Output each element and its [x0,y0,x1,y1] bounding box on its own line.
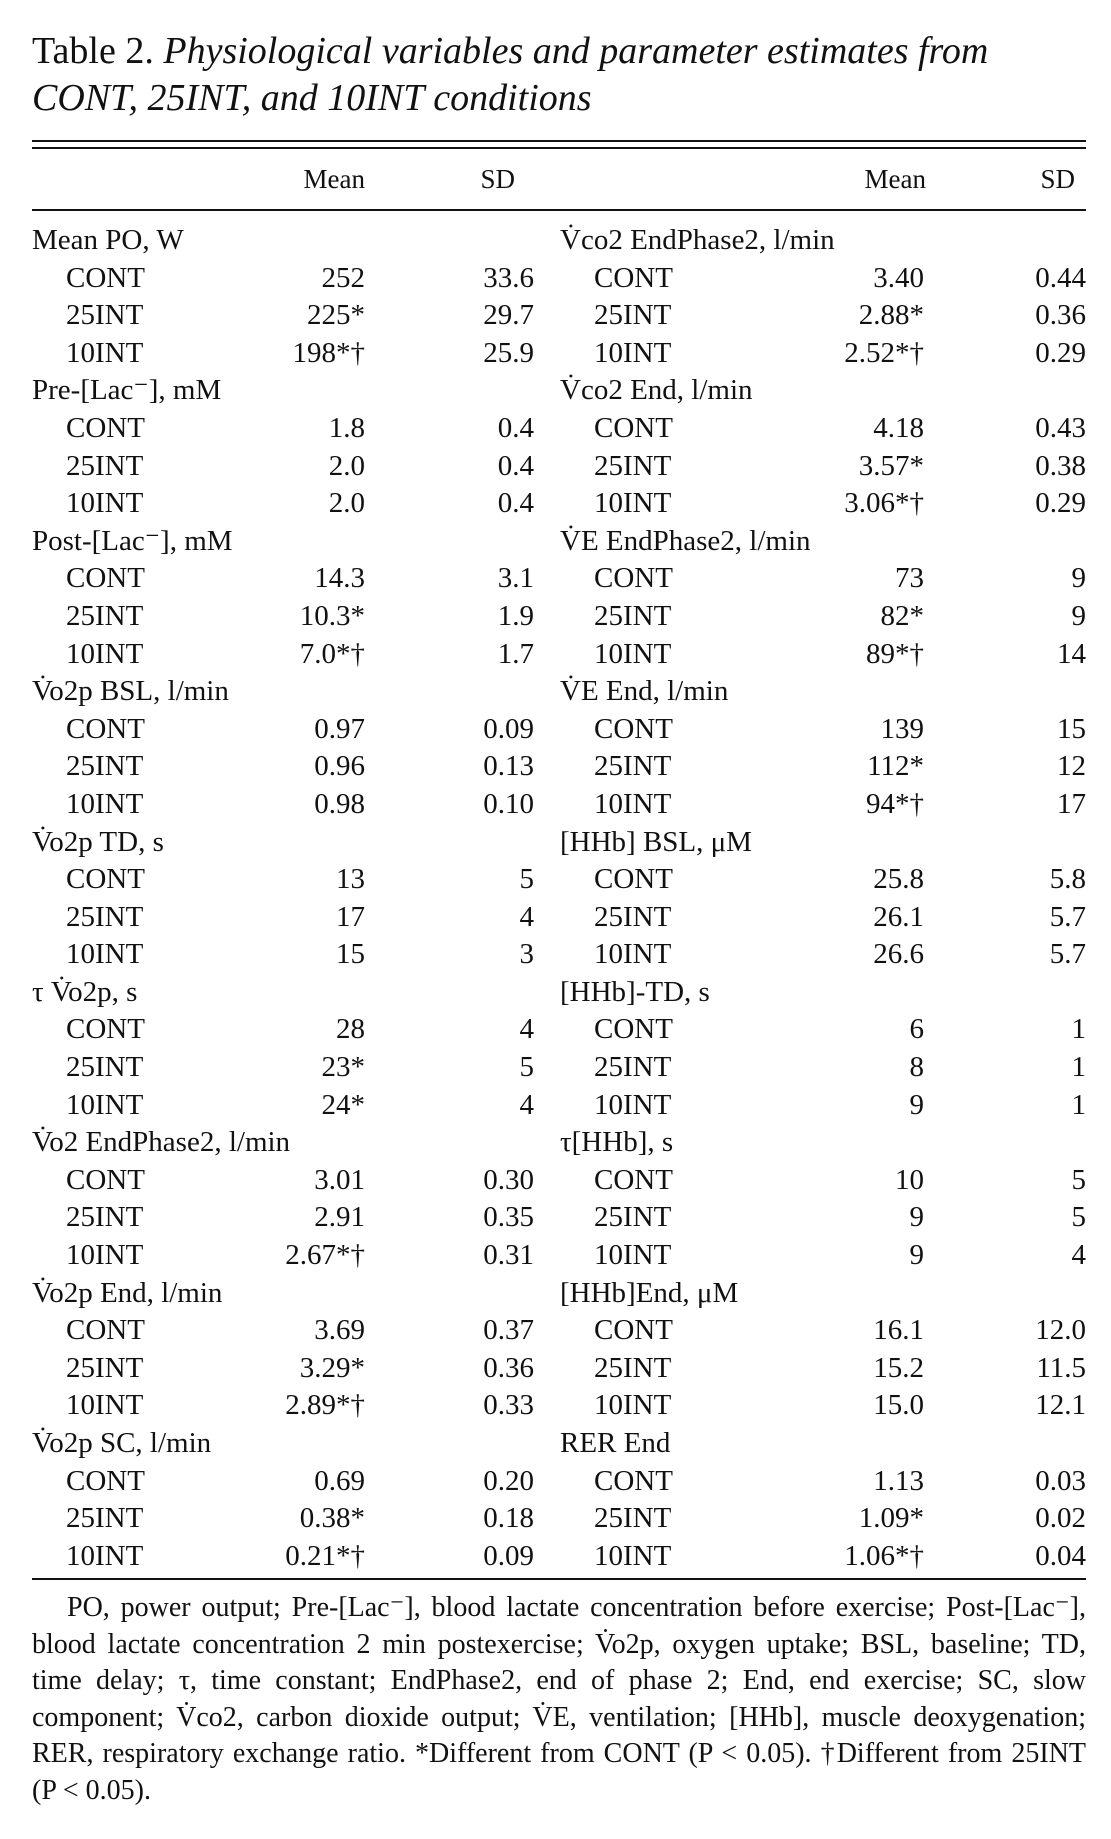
right-variable-label: [HHb]-TD, s [560,975,710,1008]
right-mean-value: 82* [880,599,924,632]
right-condition: CONT [594,1163,673,1196]
left-mean-value: 0.98 [314,787,365,820]
left-sd-value: 4 [519,1013,534,1046]
right-mean-value: 139 [880,712,924,745]
left-mean-value: 17 [336,900,365,933]
right-mean-value: 94*† [866,787,924,820]
bottom-rule [32,1578,1086,1580]
right-mean-value: 1.13 [873,1464,924,1497]
right-variable-label: [HHb] BSL, μM [560,825,752,858]
left-variable-label: V̇o2p SC, l/min [32,1427,212,1459]
right-mean-value: 15.2 [873,1351,924,1384]
left-sd-value: 0.37 [483,1314,534,1347]
left-condition: CONT [66,562,145,595]
left-sd-value: 1.9 [497,599,534,632]
left-condition: 10INT [66,487,144,520]
left-condition: CONT [66,1464,145,1497]
left-condition: CONT [66,1163,145,1196]
left-sd-value: 33.6 [483,261,534,294]
right-condition: 10INT [594,1088,672,1121]
left-mean-value: 0.97 [314,712,365,745]
top-rule-double [32,147,1086,149]
left-variable-label: τ V̇o2p, s [32,975,138,1008]
right-sd-value: 0.38 [1035,449,1086,482]
left-mean-value: 0.38* [299,1502,365,1535]
left-mean-value: 7.0*† [299,637,365,670]
table-row [0,786,1111,824]
right-condition: 10INT [594,1239,672,1272]
left-mean-value: 14.3 [314,562,365,595]
left-condition: 25INT [66,1351,144,1384]
table-row [0,410,1111,448]
left-mean-value: 2.91 [314,1201,365,1234]
right-condition: 25INT [594,599,672,632]
right-condition: 25INT [594,900,672,933]
left-sd-value: 29.7 [483,299,534,332]
left-condition: CONT [66,261,145,294]
table-row [0,1275,1111,1313]
table-row [0,560,1111,598]
left-condition: CONT [66,1314,145,1347]
left-condition: 10INT [66,637,144,670]
table-label: Table 2. [32,30,154,72]
left-condition: CONT [66,1013,145,1046]
table-row [0,335,1111,373]
left-condition: 25INT [66,599,144,632]
left-condition: 25INT [66,1051,144,1084]
right-sd-value: 17 [1057,787,1086,820]
table-row [0,1011,1111,1049]
table-row [0,1124,1111,1162]
table-row [0,1538,1111,1576]
left-sd-value: 0.09 [483,712,534,745]
right-mean-value: 9 [909,1239,924,1272]
right-sd-value: 5 [1071,1201,1086,1234]
table-title [32,28,1092,122]
table-row [0,1162,1111,1200]
left-mean-value: 0.96 [314,750,365,783]
left-sd-value: 0.10 [483,787,534,820]
right-condition: 10INT [594,1539,672,1572]
left-condition: 10INT [66,1088,144,1121]
table-row [0,448,1111,486]
right-condition: 25INT [594,1201,672,1234]
left-sd-value: 0.4 [497,411,534,444]
left-variable-label: V̇o2p BSL, l/min [32,675,229,708]
left-sd-value: 1.7 [497,637,534,670]
right-condition: 10INT [594,1389,672,1422]
table-row [0,1312,1111,1350]
table-caption: Physiological variables and parameter estimates from CONT, 25INT, and 10INT conditions [32,30,989,119]
table-row [0,1463,1111,1501]
right-sd-value: 0.29 [1035,336,1086,369]
left-sd-value: 3 [519,938,534,971]
left-mean-value: 28 [336,1013,365,1046]
right-mean-value: 1.09* [858,1502,924,1535]
left-mean-value: 2.89*† [285,1389,365,1422]
right-sd-value: 4 [1071,1239,1086,1272]
right-condition: 10INT [594,487,672,520]
table-row [0,1237,1111,1275]
left-mean-value: 0.21*† [285,1539,365,1572]
right-condition: CONT [594,261,673,294]
table-row [0,372,1111,410]
right-mean-value: 2.52*† [844,336,924,369]
right-mean-value: 3.57* [858,449,924,482]
right-condition: 10INT [594,938,672,971]
table-body [0,222,1111,1575]
right-variable-label: V̇co2 End, l/min [560,374,753,407]
right-condition: CONT [594,863,673,896]
right-condition: CONT [594,1013,673,1046]
table-row [0,222,1111,260]
right-mean-value: 9 [909,1201,924,1234]
right-condition: 10INT [594,336,672,369]
right-mean-value: 1.06*† [844,1539,924,1572]
left-sd-value: 0.4 [497,487,534,520]
right-sd-value: 9 [1071,599,1086,632]
left-variable-label: V̇o2p End, l/min [32,1276,223,1309]
left-sd-header: SD [480,164,515,194]
right-variable-label: [HHb]End, μM [560,1276,739,1309]
right-condition: 25INT [594,750,672,783]
right-condition: CONT [594,411,673,444]
right-mean-value: 8 [909,1051,924,1084]
right-sd-value: 1 [1071,1013,1086,1046]
table-row [0,1199,1111,1237]
right-mean-value: 15.0 [873,1389,924,1422]
left-variable-label: Post-[Lac⁻], mM [32,524,233,557]
right-sd-value: 0.29 [1035,487,1086,520]
right-sd-value: 11.5 [1036,1351,1086,1384]
right-sd-value: 12.1 [1035,1389,1086,1422]
left-condition: 10INT [66,1389,144,1422]
right-condition: 25INT [594,1502,672,1535]
table-row [0,974,1111,1012]
left-mean-value: 3.69 [314,1314,365,1347]
right-mean-value: 9 [909,1088,924,1121]
left-sd-value: 0.35 [483,1201,534,1234]
left-sd-value: 0.36 [483,1351,534,1384]
right-condition: CONT [594,712,673,745]
left-sd-value: 4 [519,900,534,933]
right-sd-value: 5.8 [1049,863,1086,896]
right-sd-value: 5.7 [1049,900,1086,933]
table-row [0,1350,1111,1388]
right-mean-value: 2.88* [858,299,924,332]
left-mean-value: 2.0 [328,449,365,482]
left-mean-value: 3.29* [299,1351,365,1384]
right-variable-label: RER End [560,1427,671,1459]
table-footnote: PO, power output; Pre-[Lac⁻], blood lactate concentration before exercise; Post-[Lac⁻], blood lactate concentration 2 min postexercise; V̇o2p, oxygen uptake; BSL, baseline; TD, time delay; τ, time constant; EndPhase2, end of phase 2; End, end exercise; SC, slow component; V̇co2, carbon dioxide output; V̇E, ventilation; [HHb], muscle deoxygenation; RER, respiratory exchange ratio. *Different from CONT (P < 0.05). †Different from 25INT (P < 0.05). [32,1592,1086,1806]
left-condition: CONT [66,712,145,745]
table-row [0,636,1111,674]
left-mean-value: 2.67*† [285,1239,365,1272]
left-variable-label: Pre-[Lac⁻], mM [32,374,222,407]
left-sd-value: 0.31 [483,1239,534,1272]
right-mean-value: 3.40 [873,261,924,294]
left-mean-value: 3.01 [314,1163,365,1196]
left-sd-value: 0.30 [483,1163,534,1196]
left-condition: 25INT [66,900,144,933]
left-variable-label: V̇o2 EndPhase2, l/min [32,1126,291,1159]
left-condition: CONT [66,411,145,444]
table-row [0,297,1111,335]
left-mean-value: 198*† [292,336,365,369]
left-condition: 10INT [66,1239,144,1272]
right-mean-value: 25.8 [873,863,924,896]
left-sd-value: 5 [519,863,534,896]
table-row [0,598,1111,636]
table-row [0,861,1111,899]
right-sd-value: 5 [1071,1163,1086,1196]
right-condition: CONT [594,562,673,595]
left-condition: 10INT [66,938,144,971]
left-mean-value: 23* [321,1051,365,1084]
right-condition: 25INT [594,1351,672,1384]
table-row [0,1425,1111,1463]
table-row [0,824,1111,862]
right-condition: CONT [594,1464,673,1497]
left-mean-value: 24* [321,1088,365,1121]
left-mean-value: 252 [321,261,365,294]
top-rule [32,140,1086,142]
right-condition: 10INT [594,637,672,670]
right-mean-value: 26.6 [873,938,924,971]
header-rule [32,209,1086,211]
left-sd-value: 0.13 [483,750,534,783]
left-mean-value: 2.0 [328,487,365,520]
table-row [0,1387,1111,1425]
right-sd-value: 9 [1071,562,1086,595]
left-sd-value: 0.18 [483,1502,534,1535]
left-condition: 25INT [66,299,144,332]
left-sd-value: 0.09 [483,1539,534,1572]
right-mean-value: 6 [909,1013,924,1046]
left-condition: CONT [66,863,145,896]
left-mean-value: 1.8 [328,411,365,444]
right-variable-label: V̇co2 EndPhase2, l/min [560,224,835,256]
left-condition: 25INT [66,449,144,482]
left-variable-label: V̇o2p TD, s [32,825,164,858]
right-sd-value: 0.04 [1035,1539,1086,1572]
right-variable-label: V̇E End, l/min [560,675,729,708]
right-mean-value: 112* [867,750,924,783]
left-variable-label: Mean PO, W [32,224,184,256]
table-row [0,1087,1111,1125]
right-condition: 25INT [594,299,672,332]
right-sd-value: 12.0 [1035,1314,1086,1347]
right-sd-value: 0.36 [1035,299,1086,332]
left-mean-value: 0.69 [314,1464,365,1497]
left-condition: 10INT [66,336,144,369]
right-sd-value: 0.44 [1035,261,1086,294]
left-condition: 25INT [66,750,144,783]
right-sd-value: 5.7 [1049,938,1086,971]
left-sd-value: 5 [519,1051,534,1084]
table-row [0,485,1111,523]
right-sd-value: 12 [1057,750,1086,783]
right-mean-value: 16.1 [873,1314,924,1347]
right-condition: 25INT [594,1051,672,1084]
table-row [0,1049,1111,1087]
left-sd-value: 0.20 [483,1464,534,1497]
right-sd-value: 0.43 [1035,411,1086,444]
table-row [0,260,1111,298]
left-condition: 25INT [66,1201,144,1234]
right-condition: 25INT [594,449,672,482]
left-mean-value: 15 [336,938,365,971]
left-sd-value: 0.33 [483,1389,534,1422]
right-mean-header: Mean [864,164,926,194]
right-sd-value: 0.03 [1035,1464,1086,1497]
right-mean-value: 73 [895,562,924,595]
right-sd-value: 15 [1057,712,1086,745]
left-sd-value: 0.4 [497,449,534,482]
left-condition: 25INT [66,1502,144,1535]
left-condition: 10INT [66,1539,144,1572]
right-variable-label: τ[HHb], s [560,1126,674,1159]
table-row [0,1500,1111,1538]
right-sd-value: 0.02 [1035,1502,1086,1535]
table-row [0,711,1111,749]
table-row [0,523,1111,561]
right-mean-value: 26.1 [873,900,924,933]
left-mean-value: 10.3* [299,599,365,632]
table-row [0,673,1111,711]
left-sd-value: 25.9 [483,336,534,369]
left-mean-value: 225* [307,299,365,332]
table-row [0,899,1111,937]
left-condition: 10INT [66,787,144,820]
right-mean-value: 4.18 [873,411,924,444]
right-sd-value: 1 [1071,1051,1086,1084]
right-mean-value: 10 [895,1163,924,1196]
right-variable-label: V̇E EndPhase2, l/min [560,524,811,557]
left-sd-value: 4 [519,1088,534,1121]
right-condition: 10INT [594,787,672,820]
right-mean-value: 3.06*† [844,487,924,520]
left-mean-value: 13 [336,863,365,896]
right-sd-header: SD [1040,164,1075,194]
table-row [0,748,1111,786]
left-mean-header: Mean [303,164,365,194]
left-sd-value: 3.1 [497,562,534,595]
table-row [0,936,1111,974]
right-mean-value: 89*† [866,637,924,670]
right-sd-value: 14 [1057,637,1086,670]
right-sd-value: 1 [1071,1088,1086,1121]
right-condition: CONT [594,1314,673,1347]
